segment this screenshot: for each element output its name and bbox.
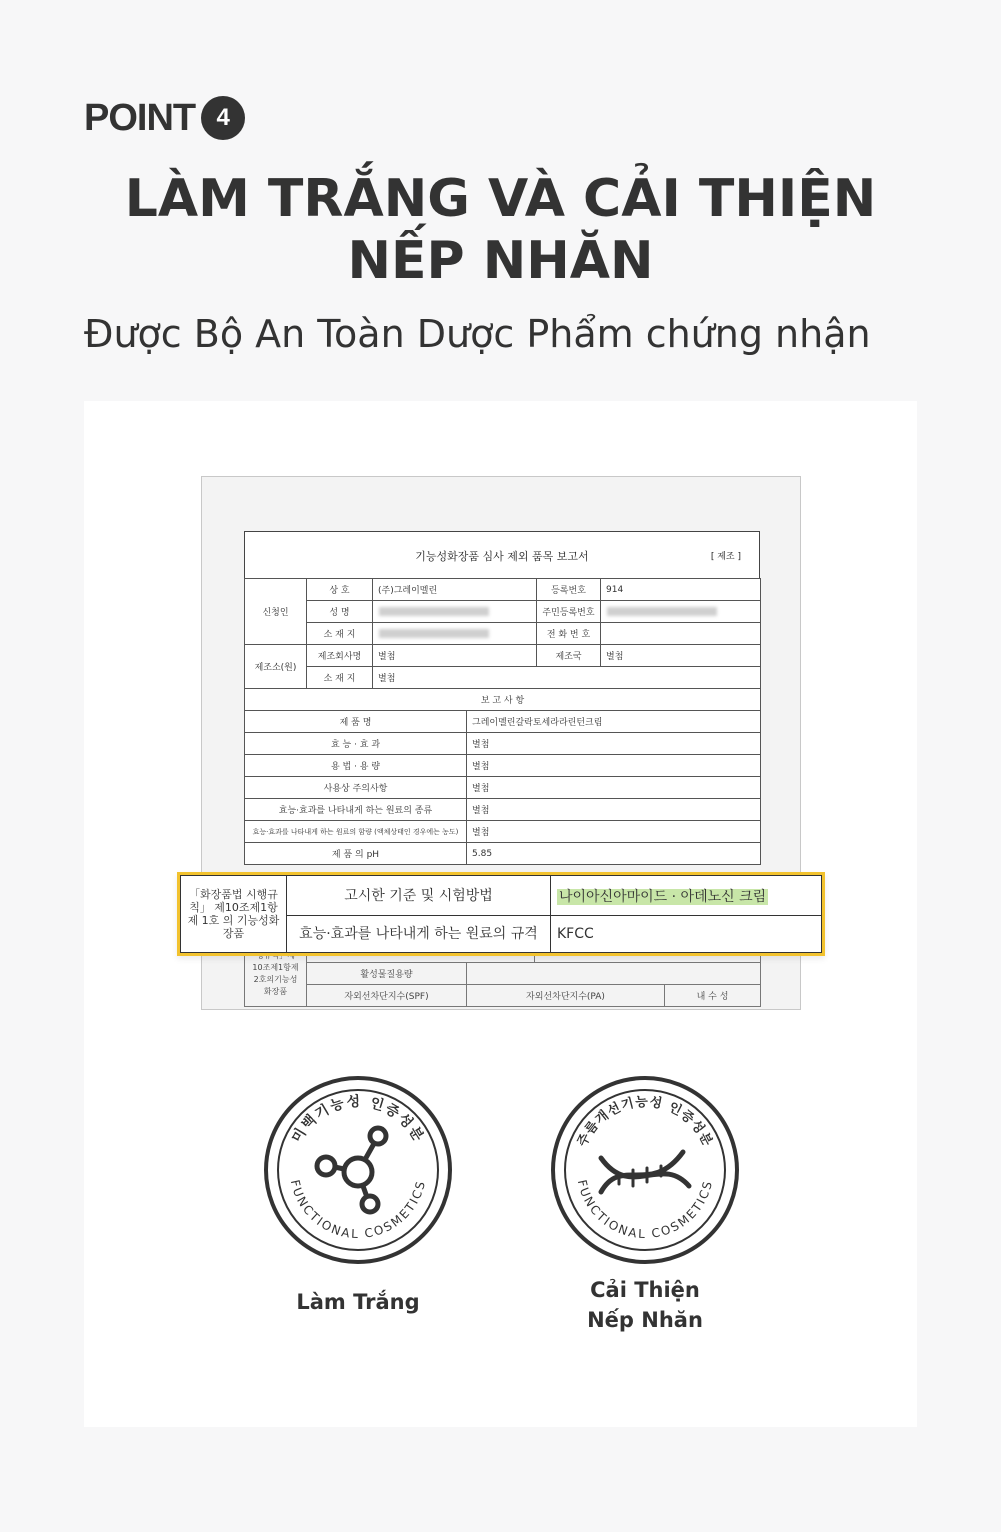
maker-address-value: 별첨 [373, 667, 761, 689]
table-row [245, 985, 761, 1007]
point-label: POINT [84, 96, 196, 139]
report-value: 별첨 [467, 733, 761, 755]
bottom-law-label: 10조제1항제 2호의기능성 화장품 [245, 941, 307, 1007]
idno-label: 주민등록번호 [537, 601, 601, 623]
report-label: 효 능 · 효 과 [245, 733, 467, 755]
table-row [245, 963, 761, 985]
table-row [245, 601, 761, 623]
redacted-name [373, 601, 537, 623]
report-label: 제 품 명 [245, 711, 467, 733]
bottom-row1-label: 활성물질용량 [307, 963, 467, 985]
maker-label: 제조소(원) [245, 645, 307, 689]
table-row [245, 799, 761, 821]
report-value: 별첨 [467, 821, 761, 843]
address-label: 소 재 지 [307, 623, 373, 645]
report-value: 별첨 [467, 777, 761, 799]
maker-company-label: 제조회사명 [307, 645, 373, 667]
company-value: (주)그레이멜린 [373, 579, 537, 601]
badge-label-line-1: Cải Thiện [590, 1278, 700, 1302]
certificate-card [84, 401, 917, 1427]
report-value: 별첨 [467, 755, 761, 777]
redacted-idno [601, 601, 761, 623]
highlight-row2-value: KFCC [551, 916, 822, 953]
page-subtitle: Được Bộ An Toàn Dược Phẩm chứng nhận [84, 312, 871, 356]
badge-ring-text-ko: 주름개선기능성 인증성분 [574, 1094, 716, 1150]
document-tag: [ 제조 ] [710, 552, 741, 562]
name-label: 성 명 [307, 601, 373, 623]
whitening-certification-badge [264, 1076, 452, 1264]
badge-label-wrinkle [525, 1275, 765, 1335]
highlight-table [180, 875, 822, 953]
bottom-cell [467, 963, 761, 985]
spf-label: 자외선차단지수(SPF) [307, 985, 467, 1007]
table-row [245, 711, 761, 733]
table-row [245, 777, 761, 799]
report-label: 효능·효과를 나타내게 하는 원료의 종류 [245, 799, 467, 821]
regno-value: 914 [601, 579, 761, 601]
table-row [245, 579, 761, 601]
report-label: 사용상 주의사항 [245, 777, 467, 799]
document-title-box [244, 531, 760, 579]
applicant-label: 신청인 [245, 579, 307, 645]
title-line-2: NẾP NHĂN [347, 231, 654, 291]
badge-label-line-2: Nếp Nhăn [587, 1308, 703, 1332]
report-label: 제 품 의 pH [245, 843, 467, 865]
highlight-box [177, 872, 825, 956]
table-row [245, 755, 761, 777]
report-value: 별첨 [467, 799, 761, 821]
maker-country-value: 별첨 [601, 645, 761, 667]
page-title [0, 168, 1001, 292]
badge-ring-text-ko: 미백기능성 인증성분 [288, 1093, 428, 1146]
table-row [245, 667, 761, 689]
title-line-1: LÀM TRẮNG VÀ CẢI THIỆN [124, 169, 877, 229]
phone-label: 전 화 번 호 [537, 623, 601, 645]
report-label: 효능·효과를 나타내게 하는 원료의 함량 (액체상태인 경우에는 농도) [245, 821, 467, 843]
report-value: 그레이멜린갈락토세라라린턴크림 [467, 711, 761, 733]
report-section-header: 보 고 사 항 [245, 689, 761, 711]
report-label: 용 법 · 용 량 [245, 755, 467, 777]
table-row [245, 843, 761, 865]
table-row [245, 733, 761, 755]
badge-label-whitening: Làm Trắng [296, 1290, 420, 1314]
maker-company-value: 별첨 [373, 645, 537, 667]
point-number-badge: 4 [201, 96, 245, 140]
document-title: 기능성화장품 심사 제외 품목 보고서 [415, 550, 589, 563]
report-value: 5.85 [467, 843, 761, 865]
highlight-law-label: 「화장품법 시행규칙」 제10조제1항제 1호 의 기능성화장품 [181, 876, 287, 953]
table-row [245, 645, 761, 667]
maker-country-label: 제조국 [537, 645, 601, 667]
company-label: 상 호 [307, 579, 373, 601]
phone-value [601, 623, 761, 645]
wrinkle-certification-badge [551, 1076, 739, 1264]
water-resistance-label: 내 수 성 [665, 985, 761, 1007]
document-table [244, 578, 761, 865]
redacted-address [373, 623, 537, 645]
highlight-row1-value-cell [551, 876, 822, 916]
badge-ring-text-en: FUNCTIONAL COSMETICS [287, 1178, 429, 1242]
pa-label: 자외선차단지수(PA) [467, 985, 665, 1007]
highlight-row1-value: 나이아신아마이드 · 아데노신 크림 [559, 888, 767, 905]
highlight-row2-label: 효능·효과를 나타내게 하는 원료의 규격 [287, 916, 551, 953]
highlight-row1-label: 고시한 기준 및 시험방법 [287, 876, 551, 916]
table-row [245, 623, 761, 645]
regno-label: 등록번호 [537, 579, 601, 601]
table-row [245, 689, 761, 711]
maker-address-label: 소 재 지 [307, 667, 373, 689]
table-row [245, 821, 761, 843]
point-heading [84, 96, 245, 140]
badge-ring-text-en: FUNCTIONAL COSMETICS [574, 1178, 716, 1242]
table-row [181, 876, 822, 916]
